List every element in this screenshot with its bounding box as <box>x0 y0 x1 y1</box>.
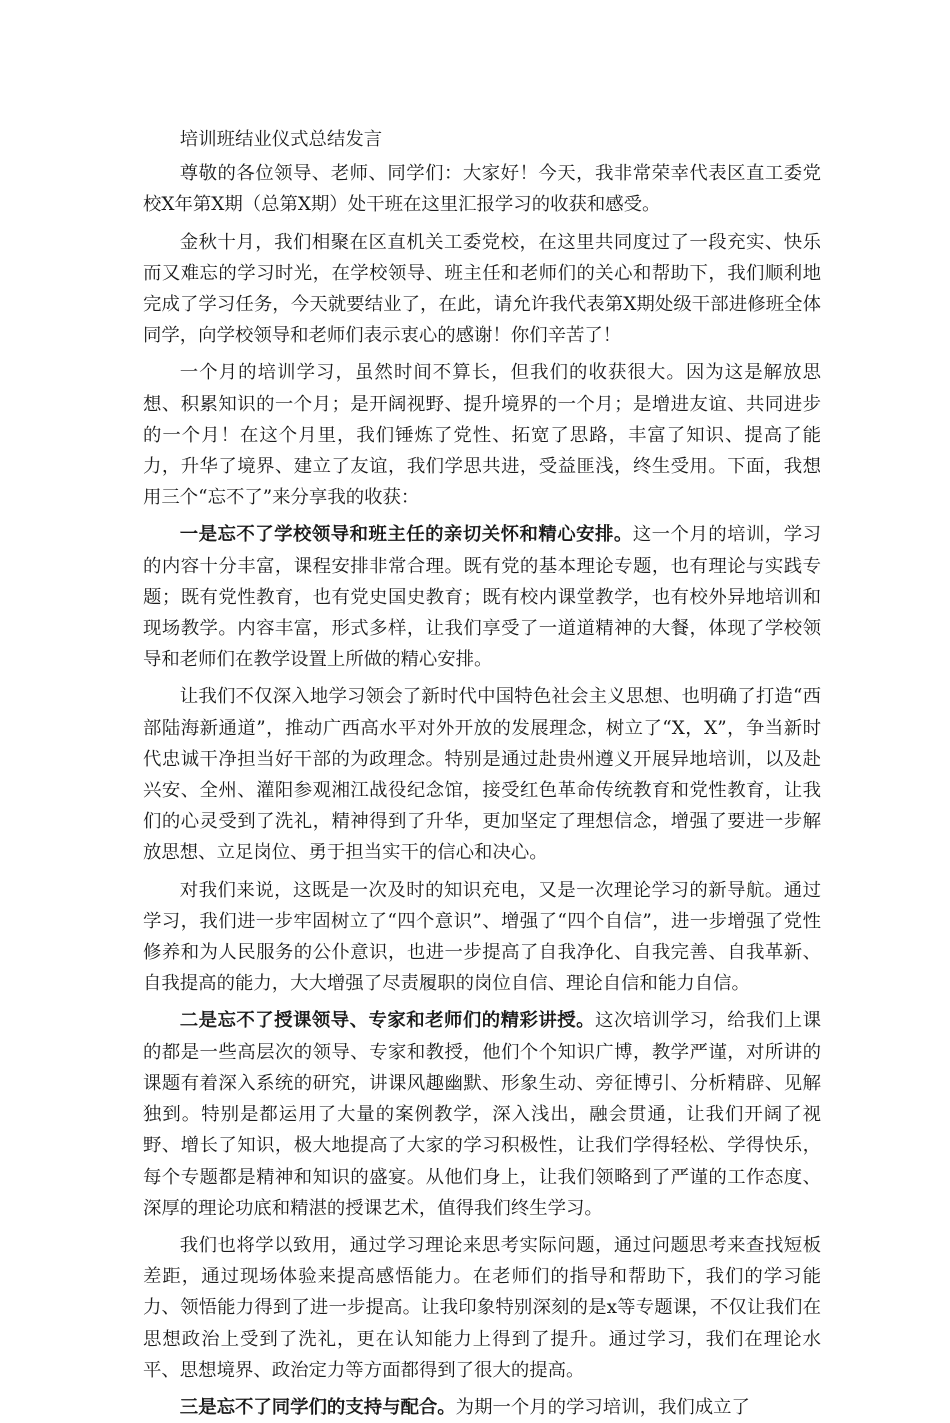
paragraph-point-one <box>143 519 821 675</box>
paragraph-text: 尊敬的各位领导、老师、同学们：大家好！今天，我非常荣幸代表区直工委党校X年第X期（总第X期）处干班在这里汇报学习的收获和感受。 <box>143 163 821 216</box>
paragraph-lead-bold: 三是忘不了同学们的支持与配合。 <box>179 1396 456 1418</box>
paragraph-study-content <box>143 681 821 868</box>
paragraph-point-two <box>143 1005 821 1223</box>
paragraph-text: 为期一个月的学习培训，我们成立了 <box>455 1396 750 1418</box>
paragraph-text: 这次培训学习，给我们上课的都是一些高层次的领导、专家和教授，他们个个知识广博，教学严谨，对所讲的课题有着深入系统的研究，讲课风趣幽默、形象生动、旁征博引、分析精辟、见解独到。特别是都运用了大量的案例教学，深入浅出，融会贯通，让我们开阔了视野、增长了知识，极大地提高了大家的学习积极性，让我们学得轻松、学得快乐，每个专题都是精神和知识的盛宴。从他们身上，让我们领略到了严谨的工作态度、深厚的理论功底和精湛的授课艺术，值得我们终生学习。 <box>143 1010 821 1219</box>
document-body <box>143 124 821 1423</box>
paragraph-text: 让我们不仅深入地学习领会了新时代中国特色社会主义思想、也明确了打造“西部陆海新通道”，推动广西高水平对外开放的发展理念，树立了“X，X”，争当新时代忠诚干净担当好干部的为政理念。特别是通过赴贵州遵义开展异地培训，以及赴兴安、全州、灌阳参观湘江战役纪念馆，接受红色革命传统教育和党性教育，让我们的心灵受到了洗礼，精神得到了升华，更加坚定了理想信念，增强了要进一步解放思想、立足岗位、勇于担当实干的信心和决心。 <box>143 686 821 864</box>
paragraph-apply-learning <box>143 1230 821 1386</box>
document-title: 培训班结业仪式总结发言 <box>179 129 383 150</box>
paragraph-text: 对我们来说，这既是一次及时的知识充电，又是一次理论学习的新导航。通过学习，我们进一步牢固树立了“四个意识”、增强了“四个自信”，进一步增强了党性修养和为人民服务的公仆意识，也进一步提高了自我净化、自我完善、自我革新、自我提高的能力，大大增强了尽责履职的岗位自信、理论自信和能力自信。 <box>143 879 821 995</box>
paragraph-gathering <box>143 227 821 352</box>
paragraph-knowledge-charge <box>143 875 821 1000</box>
paragraph-text: 一个月的培训学习，虽然时间不算长，但我们的收获很大。因为这是解放思想、积累知识的一个月；是开阔视野、提升境界的一个月；是增进友谊、共同进步的一个月！在这个月里，我们锤炼了党性、拓宽了思路，丰富了知识、提高了能力，升华了境界、建立了友谊，我们学思共进，受益匪浅，终生受用。下面，我想用三个“忘不了”来分享我的收获： <box>143 362 821 509</box>
paragraph-lead-bold: 二是忘不了授课领导、专家和老师们的精彩讲授。 <box>179 1010 595 1032</box>
paragraph-greeting <box>143 158 821 220</box>
paragraph-text: 我们也将学以致用，通过学习理论来思考实际问题，通过问题思考来查找短板差距，通过现场体验来提高感悟能力。在老师们的指导和帮助下，我们的学习能力、领悟能力得到了进一步提高。让我印象特别深刻的是x等专题课，不仅让我们在思想政治上受到了洗礼，更在认知能力上得到了提升。通过学习，我们在理论水平、思想境界、政治定力等方面都得到了很大的提高。 <box>143 1234 821 1381</box>
paragraph-harvest <box>143 357 821 513</box>
paragraph-point-three <box>143 1392 821 1423</box>
paragraph-lead-bold: 一是忘不了学校领导和班主任的亲切关怀和精心安排。 <box>179 524 633 546</box>
paragraph-text: 金秋十月，我们相聚在区直机关工委党校，在这里共同度过了一段充实、快乐而又难忘的学习时光，在学校领导、班主任和老师们的关心和帮助下，我们顺利地完成了学习任务，今天就要结业了，在此，请允许我代表第X期处级干部进修班全体同学，向学校领导和老师们表示衷心的感谢！你们辛苦了！ <box>143 231 821 347</box>
paragraph-text: 这一个月的培训，学习的内容十分丰富，课程安排非常合理。既有党的基本理论专题，也有理论与实践专题；既有党性教育，也有党史国史教育；既有校内课堂教学，也有校外异地培训和现场教学。内容丰富，形式多样，让我们享受了一道道精神的大餐，体现了学校领导和老师们在教学设置上所做的精心安排。 <box>143 524 821 671</box>
